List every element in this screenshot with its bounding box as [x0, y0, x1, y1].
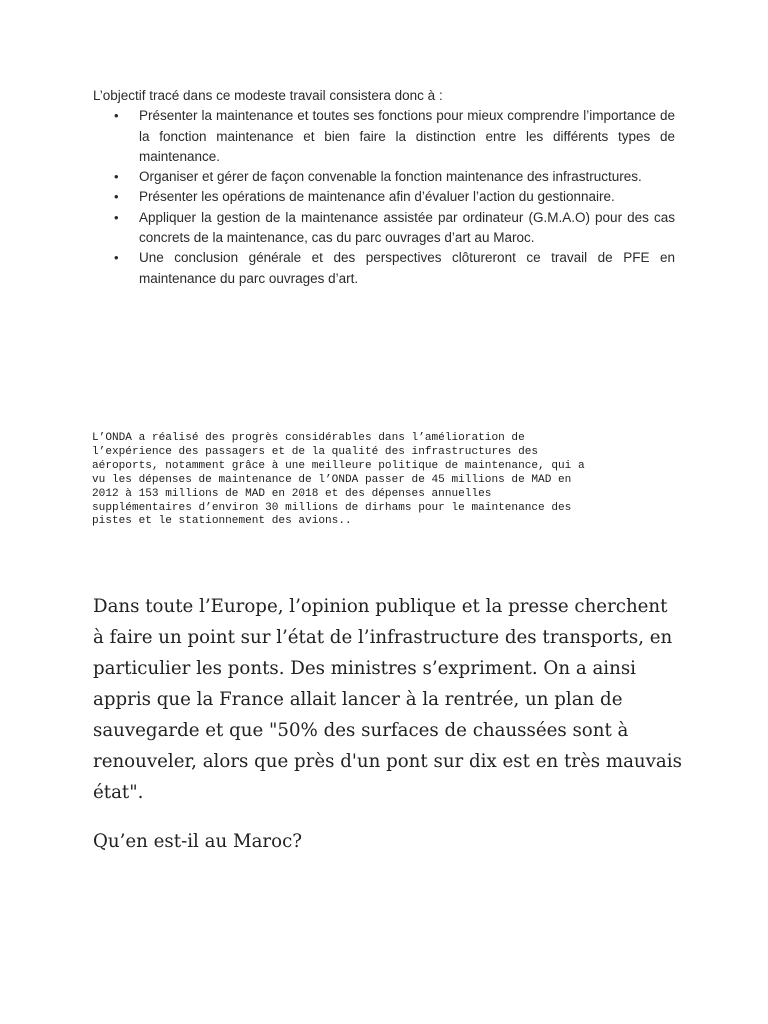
objectives-list	[93, 106, 675, 289]
objectives-lead: L’objectif tracé dans ce modeste travail consistera donc à :	[93, 88, 443, 103]
list-item	[93, 106, 675, 167]
onda-note-line: 2012 à 153 millions de MAD en 2018 et des dépenses annuelles	[92, 487, 492, 500]
body-section	[93, 591, 683, 875]
objectives-section	[93, 86, 675, 289]
bullet-icon: •	[114, 189, 119, 205]
list-item-text: Appliquer la gestion de la maintenance assistée par ordinateur (G.M.A.O) pour des cas concrets de la maintenance, cas du parc ouvrages d’art au Maroc.	[139, 209, 675, 246]
closing-question: Qu’en est-il au Maroc?	[93, 831, 303, 852]
bullet-icon: •	[114, 250, 119, 266]
list-item	[93, 248, 675, 289]
onda-note	[92, 432, 662, 529]
list-item-text: Organiser et gérer de façon convenable la fonction maintenance des infrastructures.	[139, 169, 642, 185]
list-item	[93, 208, 675, 249]
list-item-text: Présenter la maintenance et toutes ses fonctions pour mieux comprendre l’importance de la fonction maintenance et bien faire la distinction entre les différents types de maintenance.	[139, 108, 675, 164]
onda-note-line: vu les dépenses de maintenance de l’ONDA passer de 45 millions de MAD en	[92, 473, 572, 486]
bullet-icon: •	[114, 169, 119, 185]
bullet-icon: •	[114, 108, 119, 124]
list-item-text: Une conclusion générale et des perspectives clôtureront ce travail de PFE en maintenance du parc ouvrages d’art.	[139, 250, 675, 286]
onda-note-line: supplémentaires d’environ 30 millions de dirhams pour le maintenance des	[92, 501, 572, 514]
list-item	[93, 187, 675, 207]
body-paragraph: Dans toute l’Europe, l’opinion publique et la presse cherchent à faire un point sur l’état de l’infrastructure des transports, en particulier les ponts. Des ministres s’expriment. On a ainsi appris que la France allait lancer à la rentrée, un plan de sauvegarde et que "50% des surfaces de chaussées sont à renouveler, alors que près d'un pont sur dix est en très mauvais état".	[93, 596, 682, 803]
onda-note-line: L’ONDA a réalisé des progrès considérables dans l’amélioration de	[92, 432, 525, 444]
list-item-text: Présenter les opérations de maintenance afin d’évaluer l’action du gestionnaire.	[139, 189, 615, 205]
onda-note-line: aéroports, notamment grâce à une meilleure politique de maintenance, qui a	[92, 459, 585, 472]
bullet-icon: •	[114, 209, 119, 225]
list-item	[93, 167, 675, 187]
onda-note-line: l’expérience des passagers et de la qualité des infrastructures des	[92, 445, 539, 458]
onda-note-line: pistes et le stationnement des avions..	[92, 515, 352, 528]
